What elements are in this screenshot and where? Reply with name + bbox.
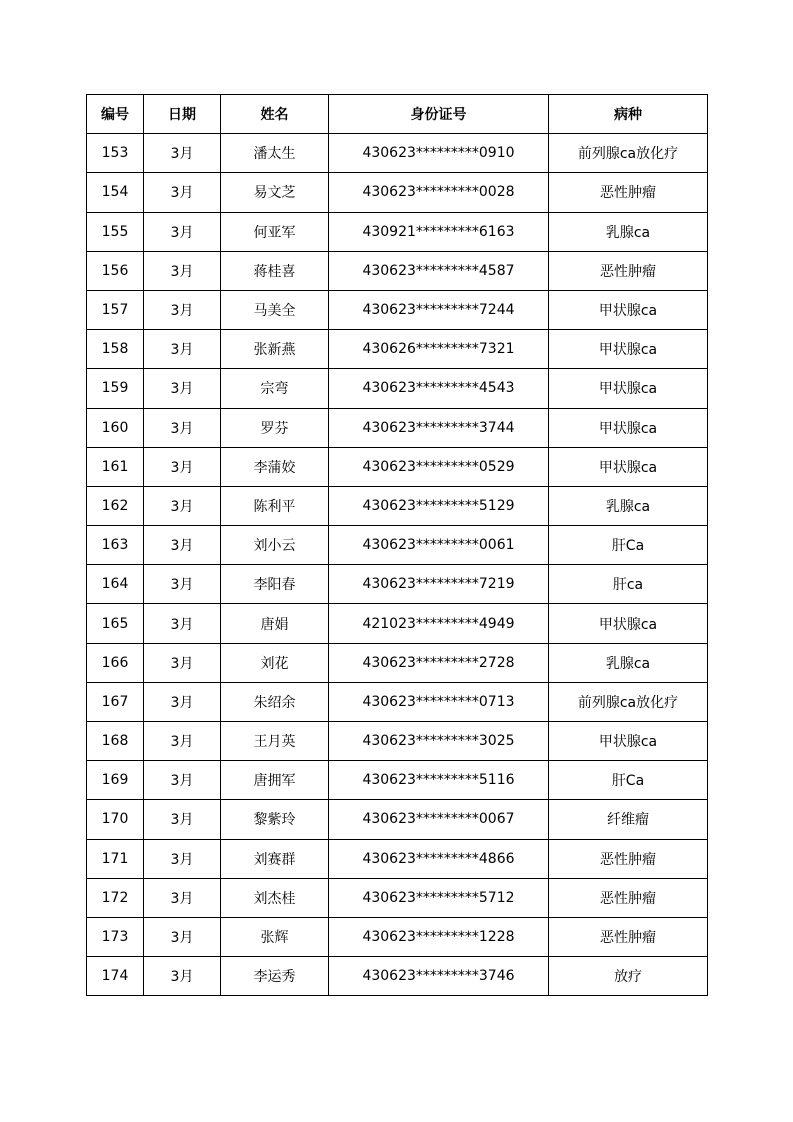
cell-number: 162 xyxy=(87,486,144,525)
table-row xyxy=(87,722,708,761)
cell-name: 唐娟 xyxy=(221,604,329,643)
header-disease: 病种 xyxy=(549,95,708,134)
cell-id-number: 421023*********4949 xyxy=(329,604,549,643)
cell-disease: 肝Ca xyxy=(549,761,708,800)
cell-disease: 甲状腺ca xyxy=(549,330,708,369)
cell-name: 张辉 xyxy=(221,917,329,956)
cell-date: 3月 xyxy=(144,682,221,721)
cell-id-number: 430623*********0910 xyxy=(329,134,549,173)
cell-number: 164 xyxy=(87,565,144,604)
cell-name: 刘花 xyxy=(221,643,329,682)
cell-id-number: 430623*********0061 xyxy=(329,526,549,565)
cell-name: 李运秀 xyxy=(221,957,329,996)
cell-date: 3月 xyxy=(144,565,221,604)
cell-number: 171 xyxy=(87,839,144,878)
cell-id-number: 430623*********4543 xyxy=(329,369,549,408)
cell-id-number: 430623*********0028 xyxy=(329,173,549,212)
cell-id-number: 430623*********7219 xyxy=(329,565,549,604)
cell-id-number: 430623*********5712 xyxy=(329,878,549,917)
cell-id-number: 430626*********7321 xyxy=(329,330,549,369)
cell-disease: 前列腺ca放化疗 xyxy=(549,682,708,721)
table-row xyxy=(87,290,708,329)
cell-name: 陈利平 xyxy=(221,486,329,525)
table-row xyxy=(87,917,708,956)
cell-number: 172 xyxy=(87,878,144,917)
cell-number: 174 xyxy=(87,957,144,996)
cell-number: 168 xyxy=(87,722,144,761)
cell-number: 169 xyxy=(87,761,144,800)
table-row xyxy=(87,800,708,839)
cell-date: 3月 xyxy=(144,330,221,369)
cell-name: 潘太生 xyxy=(221,134,329,173)
cell-number: 160 xyxy=(87,408,144,447)
cell-id-number: 430623*********0529 xyxy=(329,447,549,486)
table-row xyxy=(87,878,708,917)
cell-id-number: 430623*********4587 xyxy=(329,251,549,290)
cell-disease: 乳腺ca xyxy=(549,212,708,251)
cell-number: 153 xyxy=(87,134,144,173)
cell-id-number: 430623*********3746 xyxy=(329,957,549,996)
cell-id-number: 430623*********3744 xyxy=(329,408,549,447)
table-row xyxy=(87,839,708,878)
cell-id-number: 430623*********4866 xyxy=(329,839,549,878)
cell-date: 3月 xyxy=(144,251,221,290)
cell-date: 3月 xyxy=(144,761,221,800)
cell-date: 3月 xyxy=(144,878,221,917)
cell-name: 刘赛群 xyxy=(221,839,329,878)
cell-date: 3月 xyxy=(144,369,221,408)
cell-number: 158 xyxy=(87,330,144,369)
cell-disease: 甲状腺ca xyxy=(549,447,708,486)
cell-date: 3月 xyxy=(144,604,221,643)
cell-date: 3月 xyxy=(144,486,221,525)
cell-date: 3月 xyxy=(144,526,221,565)
table-row xyxy=(87,761,708,800)
table-row xyxy=(87,682,708,721)
cell-name: 李蒲姣 xyxy=(221,447,329,486)
cell-disease: 恶性肿瘤 xyxy=(549,173,708,212)
table-row xyxy=(87,251,708,290)
cell-name: 何亚军 xyxy=(221,212,329,251)
cell-date: 3月 xyxy=(144,800,221,839)
cell-date: 3月 xyxy=(144,212,221,251)
cell-id-number: 430623*********2728 xyxy=(329,643,549,682)
cell-name: 刘小云 xyxy=(221,526,329,565)
cell-name: 易文芝 xyxy=(221,173,329,212)
cell-number: 155 xyxy=(87,212,144,251)
cell-number: 167 xyxy=(87,682,144,721)
table-row xyxy=(87,447,708,486)
cell-number: 165 xyxy=(87,604,144,643)
cell-name: 张新燕 xyxy=(221,330,329,369)
cell-date: 3月 xyxy=(144,408,221,447)
cell-date: 3月 xyxy=(144,722,221,761)
table-row xyxy=(87,565,708,604)
header-id-number: 身份证号 xyxy=(329,95,549,134)
cell-date: 3月 xyxy=(144,957,221,996)
cell-id-number: 430921*********6163 xyxy=(329,212,549,251)
cell-disease: 乳腺ca xyxy=(549,486,708,525)
cell-date: 3月 xyxy=(144,173,221,212)
header-row xyxy=(87,95,708,134)
cell-name: 李阳春 xyxy=(221,565,329,604)
cell-id-number: 430623*********0713 xyxy=(329,682,549,721)
table-row xyxy=(87,330,708,369)
cell-disease: 恶性肿瘤 xyxy=(549,878,708,917)
cell-disease: 乳腺ca xyxy=(549,643,708,682)
table-row xyxy=(87,957,708,996)
cell-id-number: 430623*********5129 xyxy=(329,486,549,525)
cell-disease: 甲状腺ca xyxy=(549,604,708,643)
cell-date: 3月 xyxy=(144,134,221,173)
cell-disease: 放疗 xyxy=(549,957,708,996)
cell-disease: 恶性肿瘤 xyxy=(549,839,708,878)
table-row xyxy=(87,369,708,408)
cell-disease: 肝Ca xyxy=(549,526,708,565)
cell-date: 3月 xyxy=(144,643,221,682)
cell-date: 3月 xyxy=(144,290,221,329)
cell-disease: 肝ca xyxy=(549,565,708,604)
cell-date: 3月 xyxy=(144,447,221,486)
cell-disease: 甲状腺ca xyxy=(549,290,708,329)
cell-disease: 恶性肿瘤 xyxy=(549,917,708,956)
cell-date: 3月 xyxy=(144,917,221,956)
cell-number: 156 xyxy=(87,251,144,290)
cell-number: 159 xyxy=(87,369,144,408)
cell-number: 166 xyxy=(87,643,144,682)
cell-name: 蒋桂喜 xyxy=(221,251,329,290)
cell-disease: 甲状腺ca xyxy=(549,369,708,408)
patient-table xyxy=(86,94,708,996)
header-number: 编号 xyxy=(87,95,144,134)
cell-disease: 前列腺ca放化疗 xyxy=(549,134,708,173)
header-name: 姓名 xyxy=(221,95,329,134)
table-row xyxy=(87,643,708,682)
cell-disease: 甲状腺ca xyxy=(549,722,708,761)
table-row xyxy=(87,604,708,643)
cell-id-number: 430623*********5116 xyxy=(329,761,549,800)
cell-date: 3月 xyxy=(144,839,221,878)
table-row xyxy=(87,134,708,173)
cell-number: 157 xyxy=(87,290,144,329)
table-row xyxy=(87,486,708,525)
cell-name: 王月英 xyxy=(221,722,329,761)
cell-number: 161 xyxy=(87,447,144,486)
header-date: 日期 xyxy=(144,95,221,134)
cell-number: 163 xyxy=(87,526,144,565)
table-row xyxy=(87,408,708,447)
cell-number: 170 xyxy=(87,800,144,839)
cell-disease: 恶性肿瘤 xyxy=(549,251,708,290)
cell-id-number: 430623*********1228 xyxy=(329,917,549,956)
cell-number: 173 xyxy=(87,917,144,956)
cell-name: 黎紫玲 xyxy=(221,800,329,839)
cell-name: 宗弯 xyxy=(221,369,329,408)
cell-id-number: 430623*********7244 xyxy=(329,290,549,329)
cell-number: 154 xyxy=(87,173,144,212)
cell-name: 唐拥军 xyxy=(221,761,329,800)
cell-name: 朱绍余 xyxy=(221,682,329,721)
table-row xyxy=(87,526,708,565)
table-row xyxy=(87,173,708,212)
table-body xyxy=(87,134,708,996)
cell-name: 刘杰桂 xyxy=(221,878,329,917)
cell-disease: 甲状腺ca xyxy=(549,408,708,447)
cell-id-number: 430623*********0067 xyxy=(329,800,549,839)
cell-name: 马美全 xyxy=(221,290,329,329)
cell-disease: 纤维瘤 xyxy=(549,800,708,839)
cell-id-number: 430623*********3025 xyxy=(329,722,549,761)
cell-name: 罗芬 xyxy=(221,408,329,447)
table-row xyxy=(87,212,708,251)
